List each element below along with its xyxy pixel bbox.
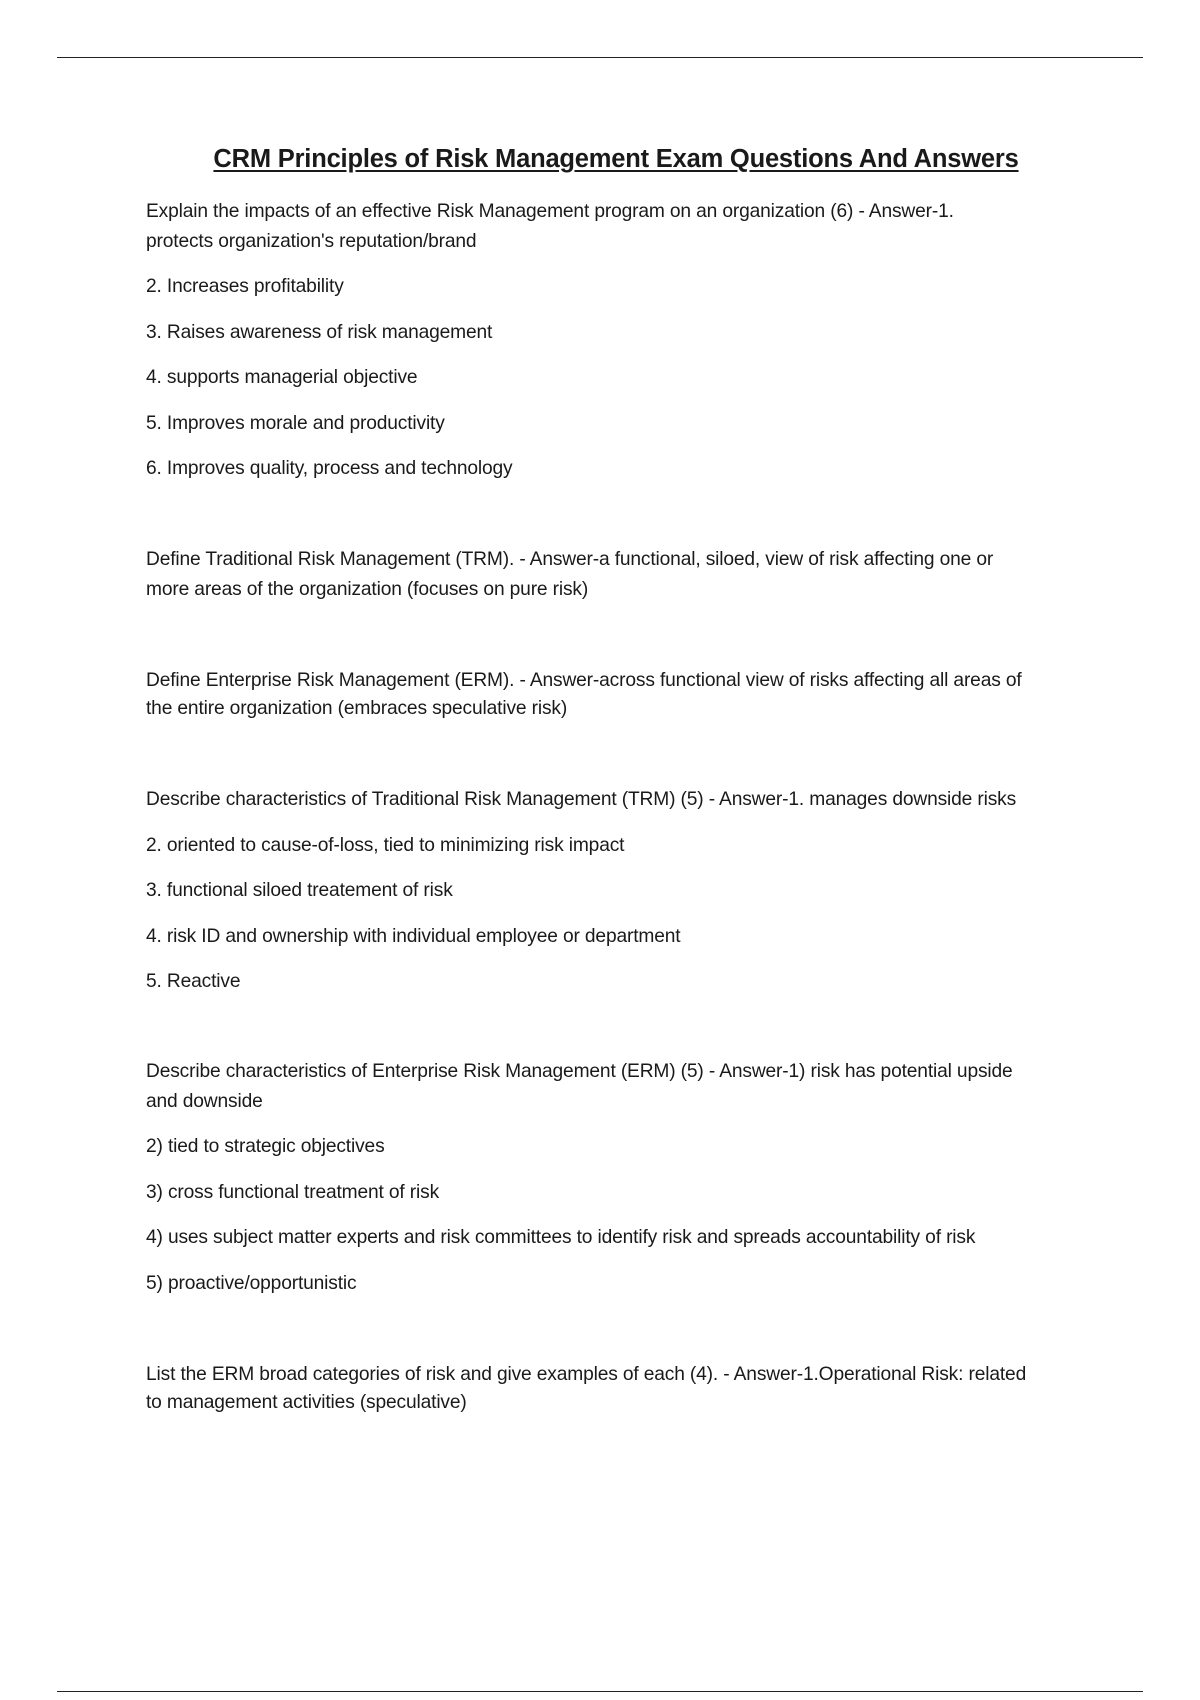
q1-question-line: Explain the impacts of an effective Risk Management program on an organization (6) - Answer-1. bbox=[146, 201, 954, 222]
q5-answer-line: and downside bbox=[146, 1091, 263, 1112]
q6-answer-line: to management activities (speculative) bbox=[146, 1392, 467, 1413]
q4-item-2: 2. oriented to cause-of-loss, tied to minimizing risk impact bbox=[146, 835, 625, 856]
q6-question-line: List the ERM broad categories of risk and give examples of each (4). - Answer-1.Operational Risk: related bbox=[146, 1364, 1027, 1385]
q5-question-line: Describe characteristics of Enterprise Risk Management (ERM) (5) - Answer-1) risk has potential upside bbox=[146, 1061, 1013, 1082]
q1-item-2: 2. Increases profitability bbox=[146, 276, 344, 297]
q1-item-4: 4. supports managerial objective bbox=[146, 367, 418, 388]
q4-item-4: 4. risk ID and ownership with individual employee or department bbox=[146, 926, 681, 947]
q1-answer-line: protects organization's reputation/brand bbox=[146, 231, 477, 252]
page-title: CRM Principles of Risk Management Exam Questions And Answers bbox=[213, 145, 1019, 173]
q2-question-line: Define Traditional Risk Management (TRM). - Answer-a functional, siloed, view of risk affecting one or bbox=[146, 549, 994, 570]
q3-question-line: Define Enterprise Risk Management (ERM). - Answer-across functional view of risks affecting all areas of bbox=[146, 670, 1022, 691]
q5-item-5: 5) proactive/opportunistic bbox=[146, 1273, 357, 1294]
q1-item-3: 3. Raises awareness of risk management bbox=[146, 322, 493, 343]
q3-answer-line: the entire organization (embraces speculative risk) bbox=[146, 698, 568, 719]
q1-item-5: 5. Improves morale and productivity bbox=[146, 413, 445, 434]
q1-item-6: 6. Improves quality, process and technology bbox=[146, 458, 513, 479]
q4-question-line: Describe characteristics of Traditional Risk Management (TRM) (5) - Answer-1. manages downside risks bbox=[146, 789, 1017, 810]
q4-item-3: 3. functional siloed treatement of risk bbox=[146, 880, 453, 901]
top-rule bbox=[57, 57, 1143, 58]
q5-item-4: 4) uses subject matter experts and risk committees to identify risk and spreads accountability of risk bbox=[146, 1227, 976, 1248]
q5-item-2: 2) tied to strategic objectives bbox=[146, 1136, 385, 1157]
q5-item-3: 3) cross functional treatment of risk bbox=[146, 1182, 440, 1203]
q2-answer-line: more areas of the organization (focuses on pure risk) bbox=[146, 579, 589, 600]
bottom-rule bbox=[57, 1691, 1143, 1692]
q4-item-5: 5. Reactive bbox=[146, 971, 241, 992]
